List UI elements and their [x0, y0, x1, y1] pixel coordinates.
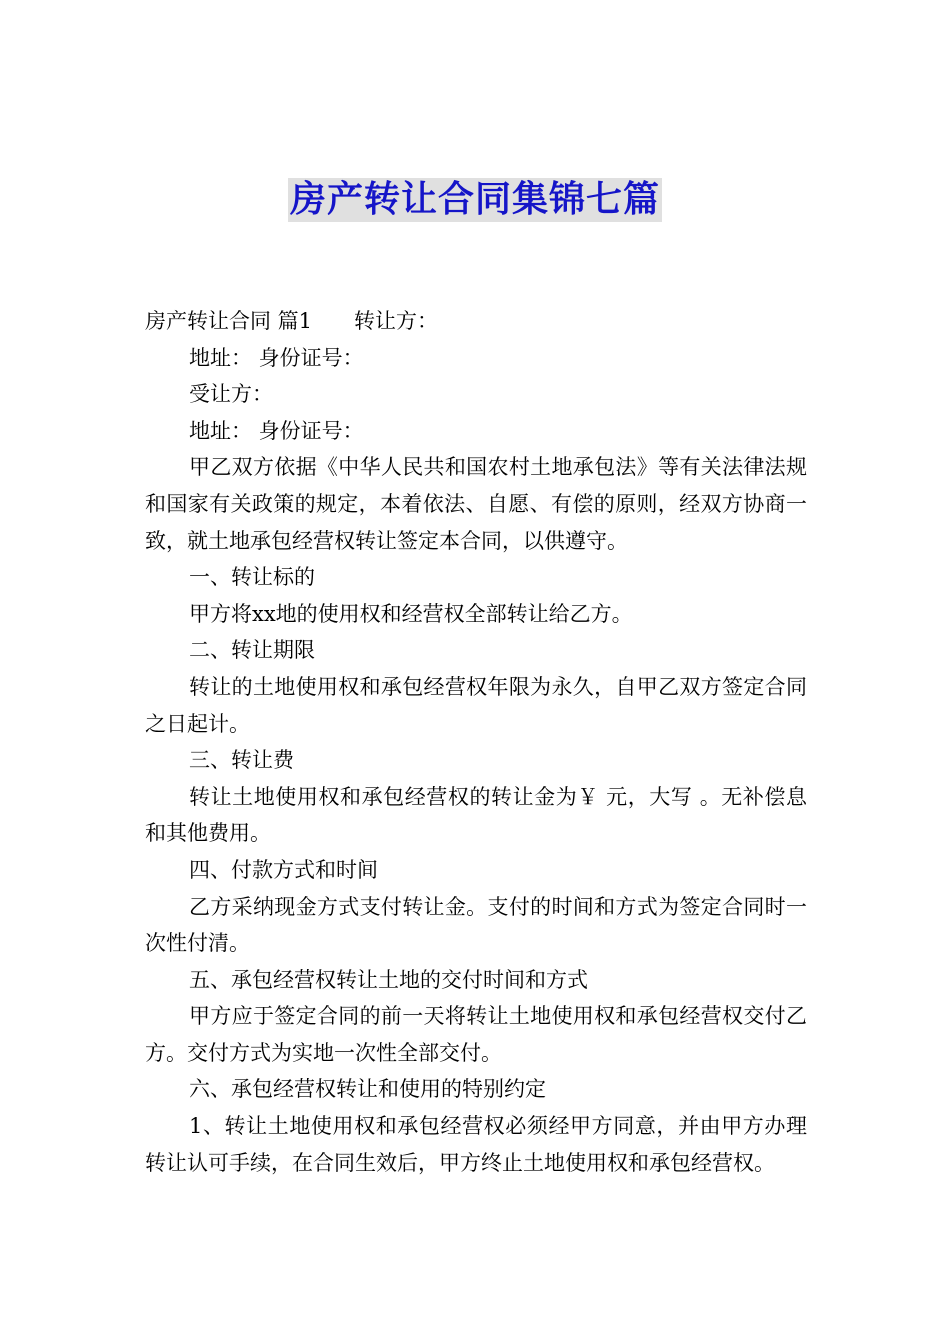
paragraph-section-4: 乙方采纳现金方式支付转让金。支付的时间和方式为签定合同时一次性付清。	[145, 894, 807, 956]
contract-heading: 房产转让合同 篇1	[145, 309, 313, 333]
paragraph-section-5: 甲方应于签定合同的前一天将转让土地使用权和承包经营权交付乙方。交付方式为实地一次性全部交付。	[145, 1004, 807, 1065]
paragraph-section-1: 甲方将xx地的使用权和经营权全部转让给乙方。	[189, 601, 633, 626]
document-body	[145, 303, 807, 1181]
document-title: 房产转让合同集锦七篇	[289, 179, 660, 220]
section-heading-3: 三、转让费	[189, 748, 294, 773]
title-container	[0, 178, 950, 222]
paragraph-intro: 甲乙双方依据《中华人民共和国农村土地承包法》等有关法律法规和国家有关政策的规定，本着依法、自愿、有偿的原则，经双方协商一致，就土地承包经营权转让签定本合同，以供遵守。	[145, 455, 807, 553]
contract-heading-line	[145, 303, 807, 340]
section-heading-6: 六、承包经营权转让和使用的特别约定	[189, 1077, 546, 1102]
transferee-label: 受让方：	[189, 382, 273, 407]
section-heading-1: 一、转让标的	[189, 565, 315, 590]
transferor-label: 转让方：	[354, 309, 439, 333]
paragraph-section-6-item-1: 1、转让土地使用权和承包经营权必须经甲方同意，并由甲方办理转让认可手续，在合同生效后，甲方终止土地使用权和承包经营权。	[145, 1114, 807, 1175]
section-heading-4: 四、付款方式和时间	[189, 857, 378, 882]
paragraph-section-3: 转让土地使用权和承包经营权的转让金为￥ 元，大写 。无补偿息和其他费用。	[145, 784, 807, 846]
paragraph-section-2: 转让的土地使用权和承包经营权年限为永久，自甲乙双方签定合同之日起计。	[145, 674, 807, 736]
section-heading-2: 二、转让期限	[189, 638, 315, 663]
transferor-address-id-line: 地址： 身份证号：	[189, 345, 364, 370]
transferee-address-id-line: 地址： 身份证号：	[189, 418, 364, 443]
section-heading-5: 五、承包经营权转让土地的交付时间和方式	[189, 967, 588, 992]
